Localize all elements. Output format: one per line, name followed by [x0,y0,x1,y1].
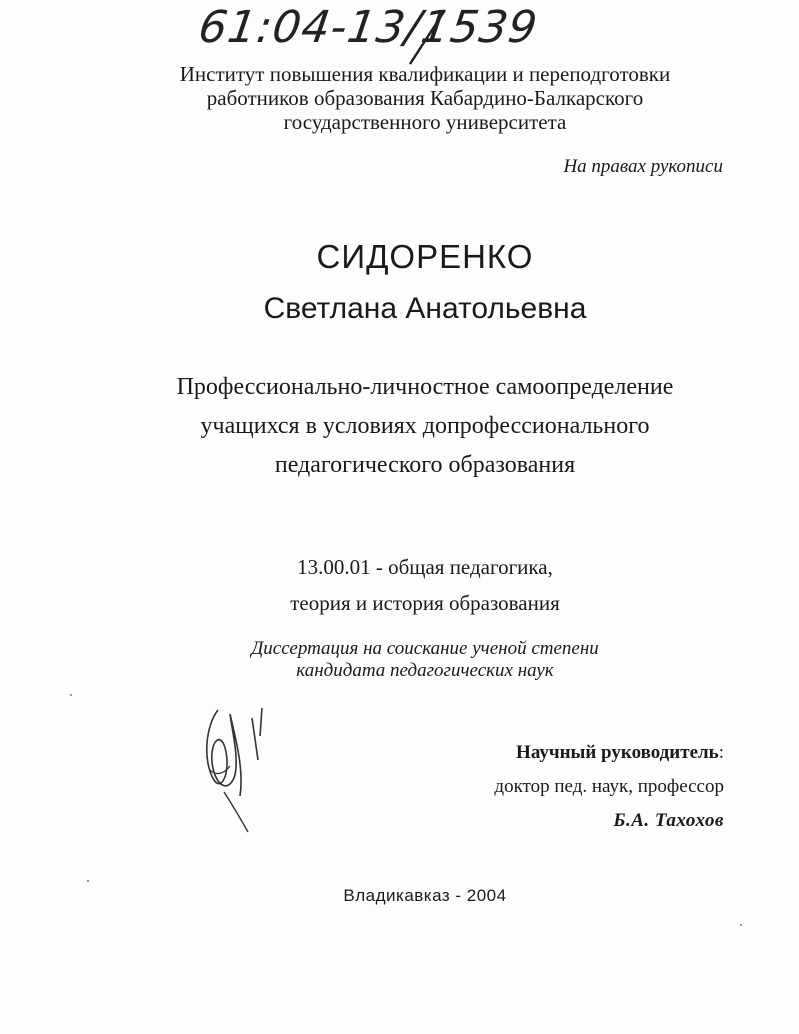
title-line: учащихся в условиях допрофессионального [200,413,650,439]
dissertation-title [100,368,750,485]
specialty-line: теория и история образования [290,591,560,615]
institution-line: Институт повышения квалификации и переподготовки [179,62,671,86]
advisor-position: доктор пед. наук, профессор [494,776,724,797]
scan-speck [740,924,742,926]
degree-line: Диссертация на соискание ученой степени [251,638,599,659]
degree-line: кандидата педагогических наук [296,660,554,681]
specialty-block [100,549,750,621]
advisor-label-line [494,736,724,770]
institution-line: работников образования Кабардино-Балкарского [206,86,644,110]
signature-scribble [196,700,276,835]
scan-speck [87,880,89,882]
institution-block [100,62,750,134]
advisor-label: Научный руководитель [516,742,719,763]
advisor-name: Б.А. Тахохов [613,810,724,831]
advisor-label-colon: : [718,742,724,763]
specialty-line: 13.00.01 - общая педагогика, [297,555,553,579]
handwritten-code-strokes [195,4,525,66]
title-line: педагогического образования [274,452,576,478]
author-surname: СИДОРЕНКО [316,238,534,275]
handwritten-code [195,2,542,66]
handwritten-code-text: 61:04-13/1539 [195,2,542,53]
author-given-names: Светлана Анатольевна [263,292,587,325]
city-year: Владикавказ - 2004 [343,886,507,905]
manuscript-note: На правах рукописи [563,156,723,177]
institution-line: государственного университета [283,110,567,134]
degree-block [100,638,750,682]
advisor-block [494,736,724,838]
scan-speck [70,694,72,696]
title-line: Профессионально-личностное самоопределение [176,374,674,400]
